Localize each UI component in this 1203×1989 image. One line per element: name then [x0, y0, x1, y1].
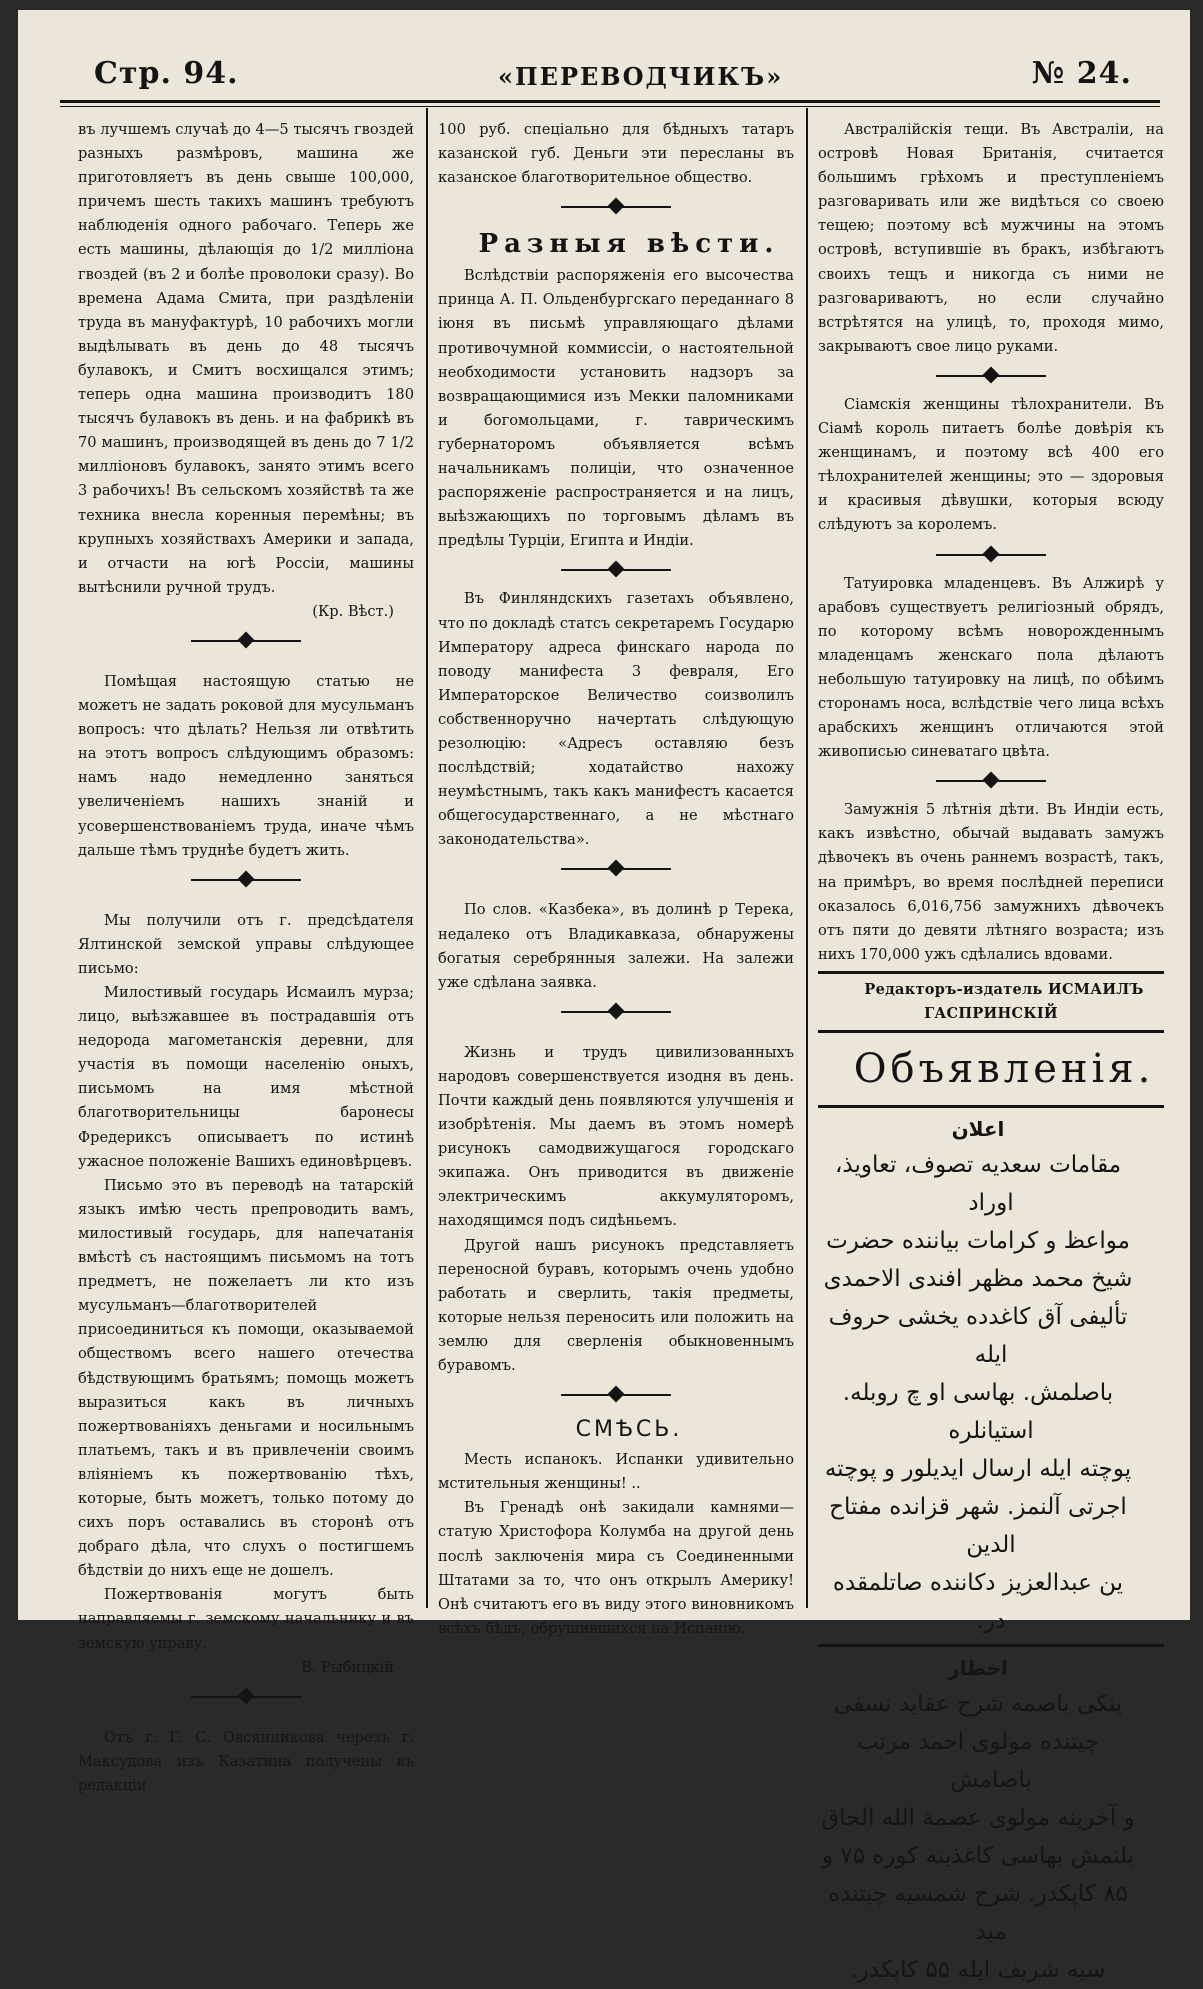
- ornament-divider: [78, 631, 414, 651]
- ad-line: باصلمش. بهاسی او چ روبله. استیانلره: [842, 1380, 1114, 1445]
- ad-line: اجرتی آلنمز. شهر قزانده مفتاح الدین: [829, 1494, 1127, 1559]
- ad-line: ین عبدالعزیز دکاننده صاتلمقده در.: [832, 1570, 1124, 1635]
- header-rule: [60, 100, 1160, 103]
- article-text: Замужнія 5 лѣтнія дѣти. Въ Индіи есть, какъ извѣстно, обычай выдавать замужъ дѣвочекъ въ очень раннемъ возрастѣ, такъ, на примѣръ, во время послѣдней переписи оказалось 6,016,756 замужнихъ дѣвочекъ отъ пяти до девяти лѣтняго возраста; изъ нихъ 170,000 ужъ сдѣлались вдовами.: [818, 801, 1164, 963]
- letter-text: Пожертвованія могутъ быть направляемы г. земскому начальнику и въ земскую управу.: [78, 1586, 414, 1652]
- column-rule-2: [806, 108, 808, 1608]
- issue-number: № 24.: [1031, 56, 1132, 91]
- article-text: Мы получили отъ г. предсѣдателя Ялтинской земской управы слѣдующее письмо:: [78, 911, 414, 977]
- ad-heading: اعلان: [951, 1117, 1005, 1142]
- article-text: Татуировка младенцевъ. Въ Алжирѣ у арабовъ существуетъ религіозный обрядъ, по которому всѣмъ новорожденнымъ младенцамъ женскаго пола дѣлаютъ небольшую татуировку на лицѣ, по обѣимъ сторонамъ носа, вслѣдствіе чего лица всѣхъ арабскихъ женщинъ отличаются этой живописью синеватаго цвѣта.: [818, 574, 1164, 761]
- article-text: Жизнь и трудъ цивилизованныхъ народовъ совершенствуется изодня въ день. Почти каждый день появляются улучшенія и изобрѣтенія. Мы даемъ въ этомъ номерѣ рисунокъ самодвижущагося городскаго экипажа. Онъ приводится въ движеніе электрическимъ аккумуляторомъ, находящимся подъ сидѣньемъ.: [438, 1043, 794, 1230]
- ornament-divider: [438, 1385, 794, 1405]
- letter-text: Письмо это въ переводѣ на татарскій языкъ имѣю честь препроводить вамъ, милостивый государь, для напечатанія вмѣстѣ съ настоящимъ письмомъ на тотъ предметъ, не пожелаетъ ли кто изъ мусульманъ—благотворителей присоединиться къ помощи, оказываемой обществомъ всего нашего отечества бѣдствующимъ братьямъ; помощь можетъ выразиться какъ въ личныхъ пожертвованіяхъ деньгами и носильнымъ платьемъ, такъ и въ привлеченіи своимъ вліяніемъ къ пожертвованію тѣхъ, которые, быть можетъ, только потому до сихъ поръ оставались въ сторонѣ отъ добраго дѣла, что слухъ о постигшемъ бѣдствіи до нихъ еще не дошелъ.: [78, 1176, 414, 1580]
- article-text: Сіамскія женщины тѣлохранители. Въ Сіамѣ король питаетъ болѣе довѣрія къ женщинамъ, и поэтому всѣ 400 его тѣлохранителей женщины; это — здоровыя и красивыя дѣвушки, которыя всюду слѣдуютъ за королемъ.: [818, 395, 1164, 534]
- ad-heading: اخطار: [948, 1656, 1008, 1681]
- article-text: По слов. «Казбека», въ долинѣ р Терека, недалеко отъ Владикавказа, обнаружены богатыя серебрянныя залежи. На залежи уже сдѣлана заявка.: [438, 901, 794, 991]
- ad-line: مواعظ و کرامات بیاننده حضرت: [826, 1228, 1130, 1255]
- newspaper-title: «ПЕРЕВОДЧИКЪ»: [498, 62, 784, 91]
- ornament-divider: [438, 1002, 794, 1022]
- article-text: Въ Финляндскихъ газетахъ объявлено, что по докладѣ статсъ секретаремъ Государю Императору адреса финскаго народа по поводу манифеста 3 февраля, Его Императорское Величество соизволилъ собственноручно начертать слѣдующую резолюцію: «Адресъ оставляю безъ послѣдствій; ходатайство нахожу неумѣстнымъ, такъ какъ манифестъ касается общегосударственнаго, а не мѣстнаго законодательства».: [438, 590, 794, 849]
- ornament-divider: [78, 870, 414, 890]
- ornament-divider: [438, 197, 794, 217]
- article-text: 100 руб. спеціально для бѣдныхъ татаръ казанской губ. Деньги эти пересланы въ казанское благотворительное общество.: [438, 121, 794, 187]
- ad-line: شیخ محمد مظهر افندی الاحمدی: [823, 1266, 1133, 1293]
- column-3: [818, 118, 1164, 1989]
- ad-line: ۸۵ کاپکدر. شرح شمسیه چیتنده مید: [828, 1881, 1128, 1946]
- ornament-divider: [818, 366, 1164, 386]
- ads-title: Объявленія.: [853, 1046, 1155, 1093]
- ad-line: چیتنده مولوی احمد مرتب باصامش: [856, 1729, 1100, 1794]
- article-text: въ лучшемъ случаѣ до 4—5 тысячъ гвоздей разныхъ размѣровъ, машина же приготовляетъ въ день свыше 100,000, причемъ шесть такихъ машинъ требуютъ наблюденія одного рабочаго. Теперь же есть машины, дѣлающія до 1/2 милліона гвоздей (въ 2 и болѣе проволоки сразу). Во времена Адама Смита, при раздѣленіи труда въ мануфактурѣ, 10 рабочихъ могли выдѣлывать въ день до 48 тысячъ булавокъ, и Смитъ восхищался этимъ; теперь одна машина производитъ 180 тысячъ булавокъ въ день. и на фабрикѣ въ 70 машинъ, производящей въ день до 7 1/2 милліоновъ булавокъ, занято этимъ всего 3 рабочихъ! Въ сельскомъ хозяйствѣ та же техника внесла коренныя перемѣны; въ крупныхъ хозяйствахъ Америки и запада, и отчасти на югѣ Россіи, машины вытѣснили ручной трудъ.: [78, 121, 414, 596]
- article-text: Вслѣдствіи распоряженія его высочества принца А. П. Ольденбургскаго переданнаго 8 іюня въ письмѣ управляющаго дѣлами противочумной коммиссіи, о настоятельной необходимости установить надзоръ за возвращающимися изъ Мекки паломниками и богомольцами, г. таврическимъ губернаторомъ объявляется всѣмъ начальникамъ полиціи, что означенное распоряженіе распространяется и на лицъ, выѣзжающихъ по торговымъ дѣламъ въ предѣлы Турціи, Египта и Индіи.: [438, 267, 794, 550]
- section-rule: [818, 1030, 1164, 1033]
- ornament-divider: [438, 560, 794, 580]
- header-rule-thin: [60, 106, 1160, 107]
- ornament-divider: [818, 545, 1164, 565]
- article-text: Месть испанокъ. Испанки удивительно мстительныя женщины! ..: [438, 1451, 794, 1493]
- section-rule: [818, 1105, 1164, 1108]
- ad-line: مقامات سعدیه تصوف، تعاویذ، اوراد: [834, 1152, 1122, 1217]
- letter-signature: В. Рыбицкій: [301, 1658, 394, 1676]
- editor-line: Редакторъ-издатель ИСМАИЛЪ ГАСПРИНСКІЙ: [864, 980, 1144, 1022]
- section-title: СМѢСЬ.: [575, 1417, 683, 1443]
- article-text: Австралійскія тещи. Въ Австраліи, на островѣ Новая Британія, считается большимъ грѣхомъ и преступленіемъ разговаривать или же видѣться со своею тещею; поэтому всѣ мужчины на этомъ островѣ, вступившіе въ бракъ, избѣгаютъ своихъ тещъ и никогда съ ними не разговариваютъ, но если случайно встрѣтятся на улицѣ, то, проходя мимо, закрываютъ свое лицо руками.: [818, 121, 1164, 355]
- article-text: Другой нашъ рисунокъ представляетъ переносной буравъ, которымъ очень удобно работать и сверлить, такія предметы, которые нельзя переносить или положить на землю для сверленія обыкновеннымъ буравомъ.: [438, 1236, 794, 1375]
- ornament-divider: [78, 1687, 414, 1707]
- article-source: (Кр. Вѣст.): [312, 602, 394, 620]
- ad-line: ینکی باصمه شرح عقاید نسفی: [833, 1691, 1123, 1718]
- letter-text: Милостивый государь Исмаилъ мурза; лицо, выѣзжавшее въ пострадавшія отъ недорода магометанскія деревни, для участія въ помощи населенію оныхъ, письмомъ на имя мѣстной благотворительницы баронесы Фредерикcъ описываетъ по истинѣ ужасное положеніе Вашихъ единовѣрцевъ.: [78, 984, 414, 1170]
- ad-line: سیه شریف ایله ۵۵ کاپکدر.: [850, 1957, 1106, 1984]
- ad-line: بلنمش بهاسی کاغذینه کوره ۷۵ و: [821, 1843, 1135, 1870]
- section-rule: [818, 1644, 1164, 1647]
- ad-line: و آخرینه مولوی عصمة الله الحاق: [821, 1805, 1135, 1832]
- section-title: Разныя вѣсти.: [478, 229, 780, 260]
- column-1: [78, 118, 414, 1798]
- column-2: [438, 118, 794, 1641]
- section-rule: [818, 971, 1164, 974]
- column-rule-1: [426, 108, 428, 1608]
- ornament-divider: [438, 859, 794, 879]
- ornament-divider: [818, 771, 1164, 791]
- article-text: Въ Гренадѣ онѣ закидали камнями—статую Христофора Колумба на другой день послѣ заключенія мира съ Соединенными Штатами за то, что онъ открылъ Америку! Онѣ считаютъ его въ виду этого виновникомъ всѣхъ бѣдъ, обрушившихся на Испанію.: [438, 1499, 794, 1637]
- page-number: Стр. 94.: [94, 56, 239, 91]
- newspaper-page: [18, 10, 1190, 1984]
- ad-line: پوچته ایله ارسال ایدیلور و پوچته: [824, 1456, 1132, 1483]
- article-text: Помѣщая настоящую статью не можетъ не задать роковой для мусульманъ вопросъ: что дѣлать? Нельзя ли отвѣтить на этотъ вопросъ слѣдующимъ образомъ: намъ надо немедленно заняться увеличеніемъ нашихъ знаній и усовершенствованіемъ труда, иначе чѣмъ дальше тѣмъ труднѣе будетъ жить.: [78, 672, 414, 859]
- article-text: Отъ г. Г. С. Овсянникова черезъ г. Максудова изъ Казатина получены въ редакціи: [78, 1728, 414, 1794]
- ad-line: تألیفی آق کاغدده یخشی حروف ایله: [828, 1304, 1128, 1369]
